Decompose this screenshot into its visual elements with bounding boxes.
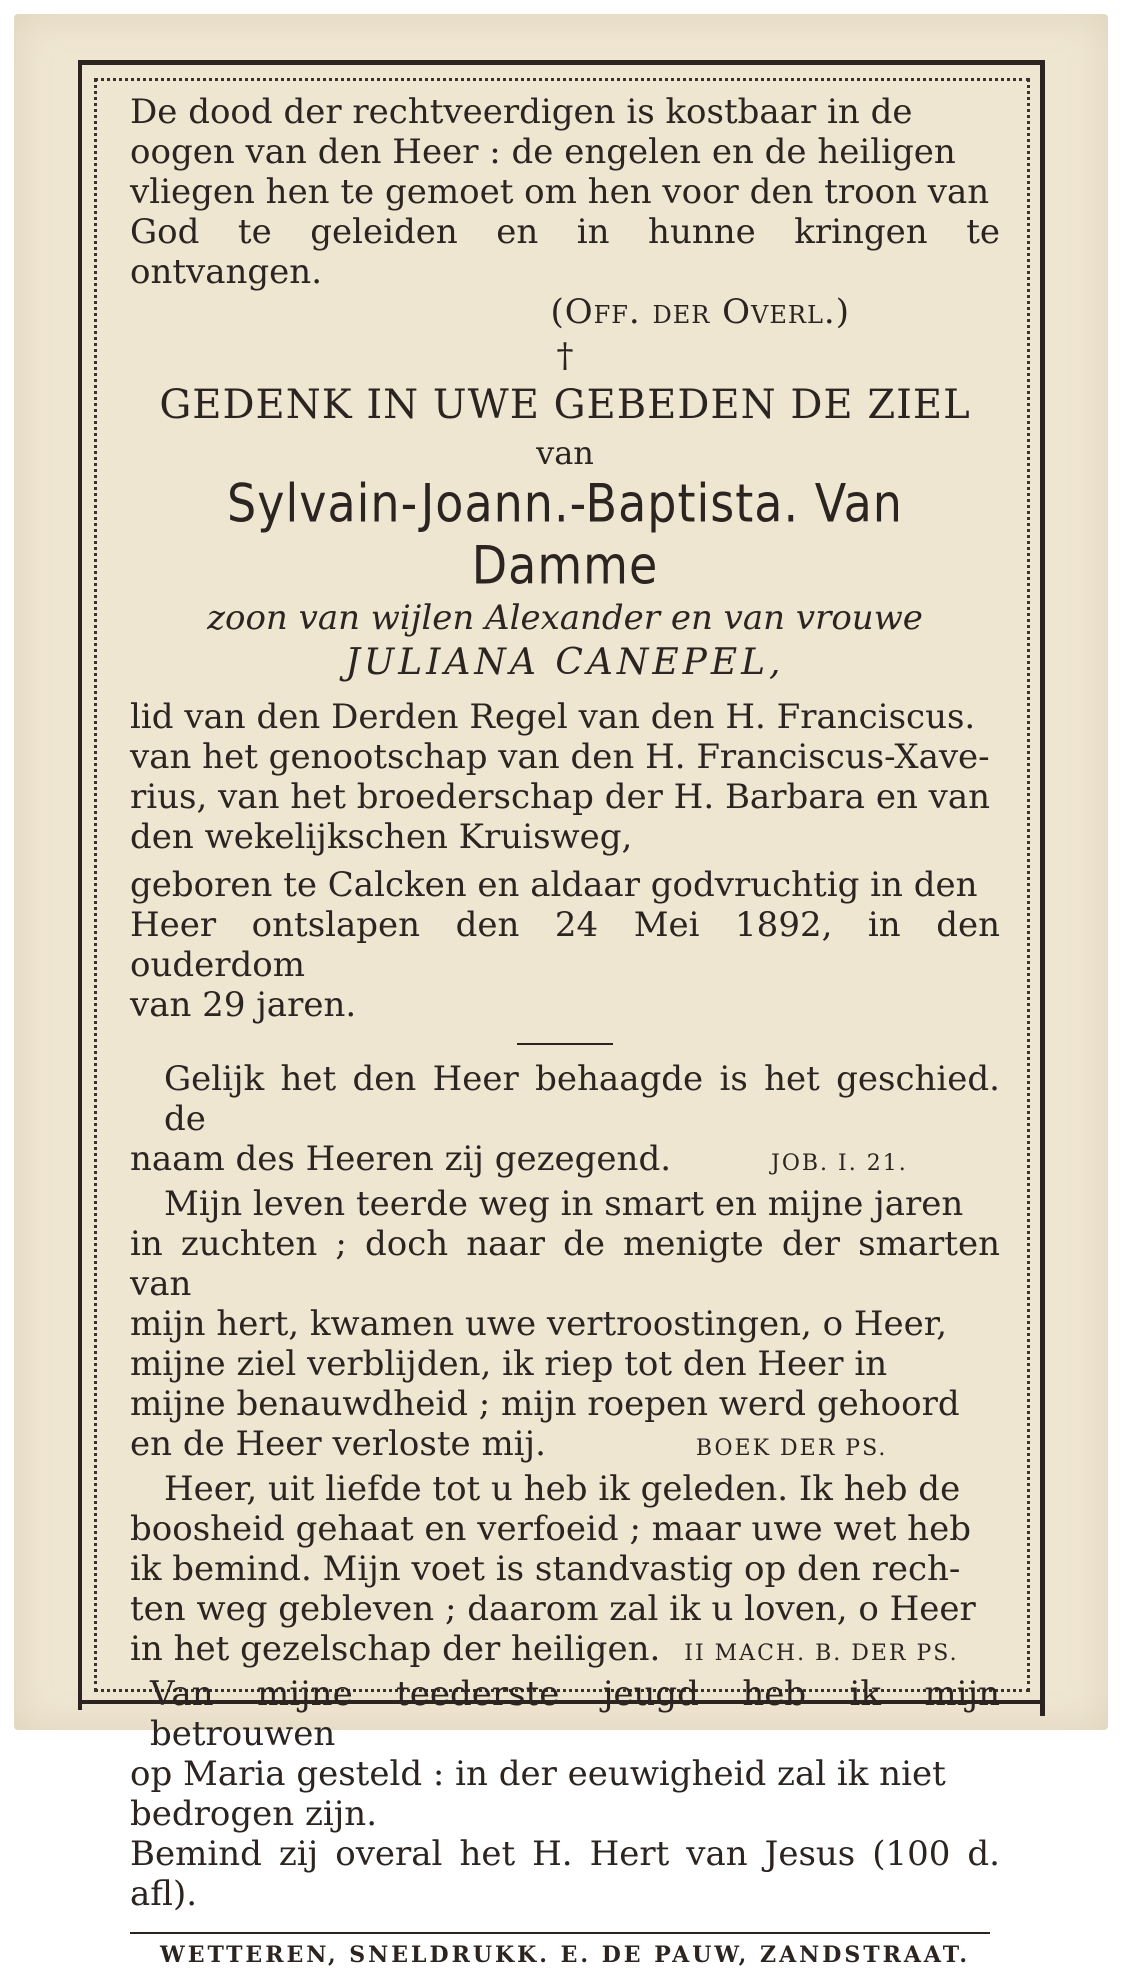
mother-name: JULIANA CANEPEL, xyxy=(345,642,785,683)
quote-source: (Off. der Overl.) xyxy=(550,292,850,332)
cross-icon: † xyxy=(556,336,574,376)
verse-line: en de Heer verloste mij. BOEK DER PS. xyxy=(130,1424,888,1464)
bio-line: rius, van het broederschap der H. Barbara en van xyxy=(130,777,991,817)
footer-divider xyxy=(130,1932,990,1934)
bio-line: den wekelijkschen Kruisweg, xyxy=(130,817,633,857)
birth-paragraph xyxy=(130,865,1000,1025)
quote-line: God te geleiden en in hunne kringen te ontvangen. xyxy=(130,212,1000,292)
opening-quote xyxy=(130,92,1000,332)
verse-reference: JOB. I. 21. xyxy=(771,1151,908,1176)
indulgence-line: Bemind zij overal het H. Hert van Jesus (100 d. afl). xyxy=(130,1834,1000,1914)
memorial-heading: GEDENK IN UWE GEBEDEN DE ZIEL xyxy=(159,382,971,428)
verse-line: ik bemind. Mijn voet is standvastig op den rech- xyxy=(130,1549,961,1589)
frame-right-rule xyxy=(1040,60,1045,1716)
verse-line: bedrogen zijn. xyxy=(130,1794,377,1834)
verse-line: ten weg gebleven ; daarom zal ik u loven, o Heer xyxy=(130,1589,976,1629)
verse-line: mijne ziel verblijden, ik riep tot den Heer in xyxy=(130,1344,888,1384)
verse-line: in zuchten ; doch naar de menigte der smarten van xyxy=(130,1224,1000,1304)
bio-paragraph xyxy=(130,697,1000,857)
bio-line: van het genootschap van den H. Franciscus-Xave- xyxy=(130,737,990,777)
verse-reference: BOEK DER PS. xyxy=(695,1436,888,1461)
quote-line: oogen van den Heer : de engelen en de heiligen xyxy=(130,132,956,172)
verse-line: Gelijk het den Heer behaagde is het geschied. de xyxy=(164,1059,1000,1139)
parents-line: zoon van wijlen Alexander en van vrouwe xyxy=(207,598,923,638)
verse-line: Van mijne teederste jeugd heb ik mijn betrouwen xyxy=(150,1674,1000,1754)
verse-line: boosheid gehaat en verfoeid ; maar uwe wet heb xyxy=(130,1509,971,1549)
verse-line: op Maria gesteld : in der eeuwigheid zal ik niet xyxy=(130,1754,946,1794)
verse-line: in het gezelschap der heiligen. II MACH. B. DER PS. xyxy=(130,1629,959,1669)
verse-line: Heer, uit liefde tot u heb ik geleden. Ik heb de xyxy=(164,1469,961,1509)
verse-line: Mijn leven teerde weg in smart en mijne jaren xyxy=(164,1184,964,1224)
quote-line: vliegen hen te gemoet om hen voor den troon van xyxy=(130,172,990,212)
birth-line: van 29 jaren. xyxy=(130,985,357,1025)
card-content xyxy=(130,92,1000,1968)
section-divider xyxy=(517,1043,613,1045)
verse-1 xyxy=(130,1059,1000,1184)
verse-line: mijne benauwdheid ; mijn roepen werd gehoord xyxy=(130,1384,960,1424)
verse-reference: II MACH. B. DER PS. xyxy=(684,1641,959,1666)
frame-top-rule xyxy=(78,60,1044,65)
verse-line: naam des Heeren zij gezegend. JOB. I. 21. xyxy=(130,1139,908,1179)
verse-3 xyxy=(130,1469,1000,1674)
frame-left-rule xyxy=(78,60,82,1710)
verse-line: mijn hert, kwamen uwe vertroostingen, o Heer, xyxy=(130,1304,948,1344)
deceased-name: Sylvain-Joann.-Baptista. Van Damme xyxy=(227,471,903,597)
printer-imprint: WETTEREN, SNELDRUKK. E. DE PAUW, ZANDSTRAAT. xyxy=(160,1942,970,1968)
van-line: van xyxy=(536,434,594,472)
birth-line: Heer ontslapen den 24 Mei 1892, in den ouderdom xyxy=(130,905,1000,985)
quote-line: De dood der rechtveerdigen is kostbaar in de xyxy=(130,92,913,132)
bio-line: lid van den Derden Regel van den H. Franciscus. xyxy=(130,697,976,737)
verse-2 xyxy=(130,1184,1000,1469)
verse-4 xyxy=(130,1674,1000,1834)
birth-line: geboren te Calcken en aldaar godvruchtig in den xyxy=(130,865,978,905)
